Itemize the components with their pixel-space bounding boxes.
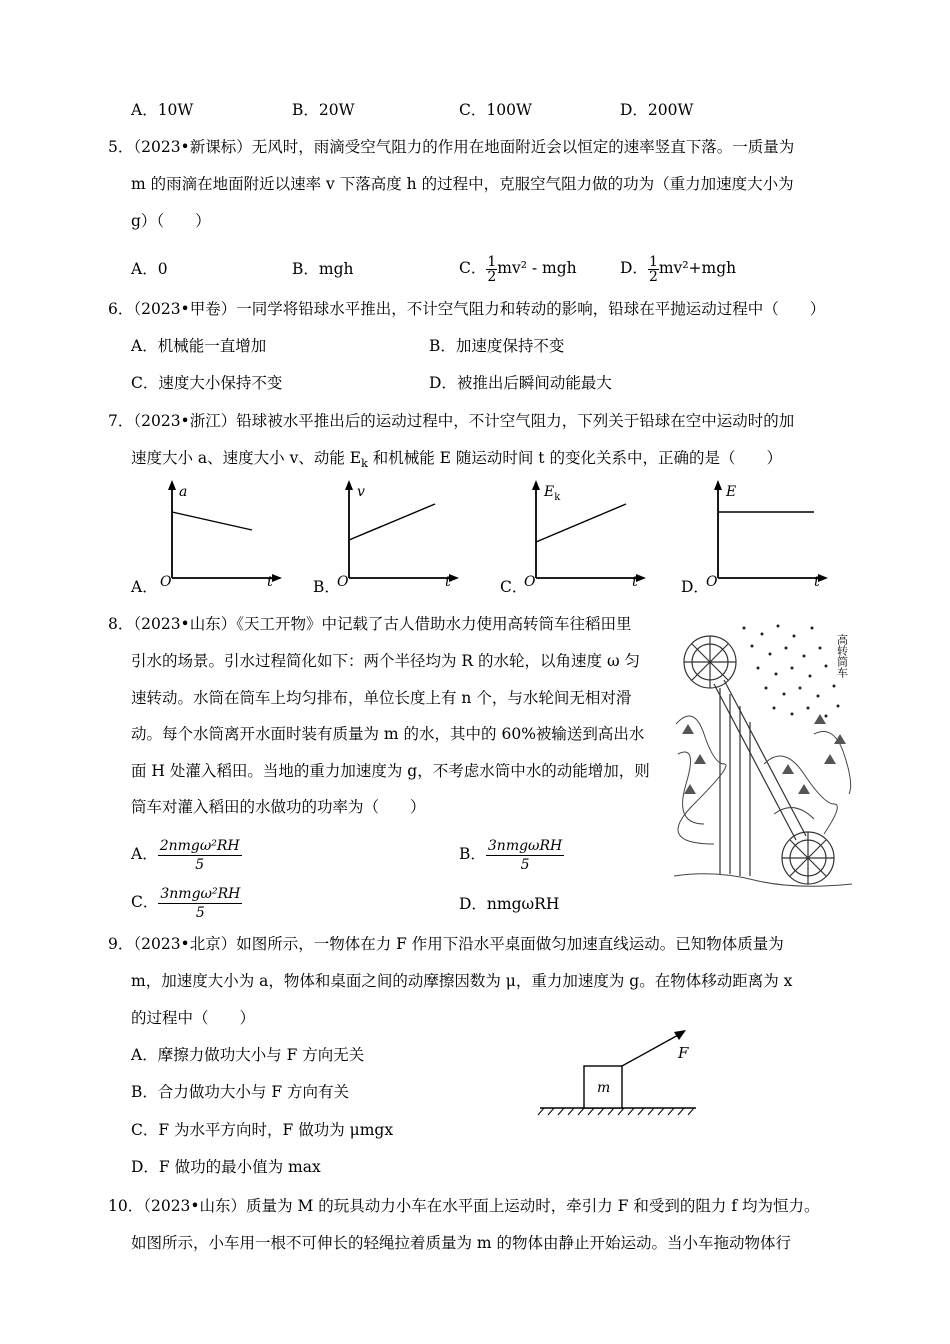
q8-option-a [131,834,242,874]
q8-stem-line6: 筒车对灌入稻田的水做功的功率为（ ） [131,798,426,816]
y-axis-label: a [179,484,188,500]
fraction-denominator: 5 [520,856,530,873]
x-axis-label: t [445,574,451,590]
q7-graph-a-label: A． [131,578,158,596]
y-axis-arrow [168,480,176,490]
q5-option-c [459,248,577,288]
force-arrowhead [674,1030,686,1040]
q5-option-d [620,248,736,288]
q7-graph-a[interactable] [150,478,290,590]
origin-label: O [160,574,172,590]
q8-option-c-fraction [158,885,242,922]
fraction-numerator: 3nmgωRH [487,837,563,854]
fraction-denominator: 5 [195,856,205,873]
y-axis-arrow [714,480,722,490]
q8-option-b [459,834,564,874]
q7-stem-line2 [131,448,782,474]
q8-stem-line1: 8．（2023•山东）《天工开物》中记载了古人借助水力使用高转筒车往稻田里 [108,615,632,633]
q6-option-d: D．被推出后瞬间动能最大 [429,374,612,392]
half-numerator: 1 [487,253,497,270]
graph-line [172,512,252,530]
graph-line [536,504,626,542]
q9-option-c: C．F 为水平方向时，F 做功为 μmgx [131,1121,394,1139]
y-axis-arrow [532,480,540,490]
fraction-numerator: 2nmgω²RH [159,837,240,854]
origin-label: O [706,574,718,590]
q5-option-b: B．mgh [292,260,354,278]
fraction-denominator: 5 [195,904,205,921]
force-arrow [622,1034,680,1066]
q8-option-b-fraction [486,837,564,874]
q5-option-a: A．0 [131,260,168,278]
q10-stem-line1: 10．（2023•山东）质量为 M 的玩具动力小车在水平面上运动时，牵引力 F 和受到的阻力 f 均为恒力。 [108,1197,820,1215]
surface-hatching [538,1108,694,1115]
q7-graph-c-label: C． [500,578,528,596]
q9-option-b: B．合力做功大小与 F 方向有关 [131,1083,349,1101]
q6-stem-line1: 6．（2023•甲卷）一同学将铅球水平推出，不计空气阻力和转动的影响，铅球在平抛运动过程中（ ） [108,300,826,318]
q4-option-b: B．20W [292,101,355,119]
q8-option-c-label: C． [131,893,159,911]
q5-stem-line2: m 的雨滴在地面附近以速率 v 下落高度 h 的过程中，克服空气阻力做的功为（重力加速度大小为 [131,175,794,193]
half-denominator: 2 [487,268,497,285]
q9-stem-line3: 的过程中（ ） [131,1009,256,1027]
water-wheel-illustration [674,614,852,892]
y-axis-arrow [345,480,353,490]
q9-stem-line2: m，加速度大小为 a，物体和桌面之间的动摩擦因数为 μ，重力加速度为 g。在物体移动距离为 x [131,972,793,990]
q5-option-c-label: C． [459,259,487,277]
y-axis-label: v [357,484,365,500]
q5-option-d-label: D． [620,259,648,277]
q10-stem-line2: 如图所示，小车用一根不可伸长的轻绳拉着质量为 m 的物体由静止开始运动。当小车拖动物体行 [131,1234,792,1252]
q7-graph-d-label: D． [681,578,709,596]
q6-option-b: B．加速度保持不变 [429,337,565,355]
block-mass-label: m [597,1080,611,1096]
q8-stem-line5: 面 H 处灌入稻田。当地的重力加速度为 g，不考虑水筒中水的动能增加，则 [131,762,650,780]
q8-option-a-fraction [158,837,242,874]
graph-line [349,504,435,540]
q7-stem-line2-b: 和机械能 E 随运动时间 t 的变化关系中，正确的是（ ） [367,449,782,467]
x-axis-label: t [267,574,273,590]
q8-option-a-label: A． [131,845,158,863]
force-label: F [678,1044,689,1062]
half-denominator: 2 [648,268,658,285]
q8-option-b-label: B． [459,845,486,863]
q9-stem-line1: 9．（2023•北京）如图所示，一物体在力 F 作用下沿水平桌面做匀加速直线运动。已知物体质量为 [108,935,784,953]
q7-graph-c[interactable] [514,478,654,590]
q4-option-a: A．10W [131,101,194,119]
q5-stem-line1: 5．（2023•新课标）无风时，雨滴受空气阻力的作用在地面附近会以恒定的速率竖直下落。一质量为 [108,138,795,156]
q4-option-d: D．200W [620,101,694,119]
x-axis-arrow [272,574,282,582]
origin-label: O [337,574,349,590]
q8-option-d: D．nmgωRH [459,895,560,913]
half-numerator: 1 [648,253,658,270]
q7-graph-d[interactable] [696,478,836,590]
q7-stem-line1: 7．（2023•浙江）铅球被水平推出后的运动过程中，不计空气阻力，下列关于铅球在空中运动时的加 [108,412,795,430]
illustration-caption: 高转筒车 [835,634,849,678]
q5-option-c-expr: mv² - mgh [497,259,577,277]
y-axis-label-main: E [544,484,555,500]
q7-stem-line2-sub: k [361,457,368,471]
q5-option-d-half [648,255,659,284]
block-force-diagram [536,1026,702,1116]
q8-option-c [131,882,242,922]
y-axis-label: E [726,484,737,500]
q7-graph-b-label: B． [313,578,340,596]
q8-stem-line4: 动。每个水筒离开水面时装有质量为 m 的水，其中的 60%被输送到高出水 [131,725,645,743]
q8-stem-line3: 速转动。水筒在筒车上均匀排布，单位长度上有 n 个，与水轮间无相对滑 [131,689,632,707]
q5-option-c-half [486,255,497,284]
q6-option-c: C．速度大小保持不变 [131,374,283,392]
q8-stem-line2: 引水的场景。引水过程简化如下：两个半径均为 R 的水轮，以角速度 ω 匀 [131,652,641,670]
y-axis-label-sub: k [554,492,561,503]
fraction-numerator: 3nmgω²RH [160,885,241,902]
q9-option-a: A．摩擦力做功大小与 F 方向无关 [131,1046,365,1064]
origin-label: O [524,574,536,590]
x-axis-label: t [632,574,638,590]
q5-option-d-expr: mv²+mgh [658,259,737,277]
q7-stem-line2-a: 速度大小 a、速度大小 v、动能 E [131,449,362,467]
x-axis-label: t [814,574,820,590]
q6-option-a: A．机械能一直增加 [131,337,267,355]
y-axis-label [543,484,561,503]
q4-option-c: C．100W [459,101,532,119]
q5-stem-line3: g）（ ） [131,212,211,230]
q9-option-d: D．F 做功的最小值为 max [131,1158,321,1176]
q7-graph-b[interactable] [327,478,467,590]
